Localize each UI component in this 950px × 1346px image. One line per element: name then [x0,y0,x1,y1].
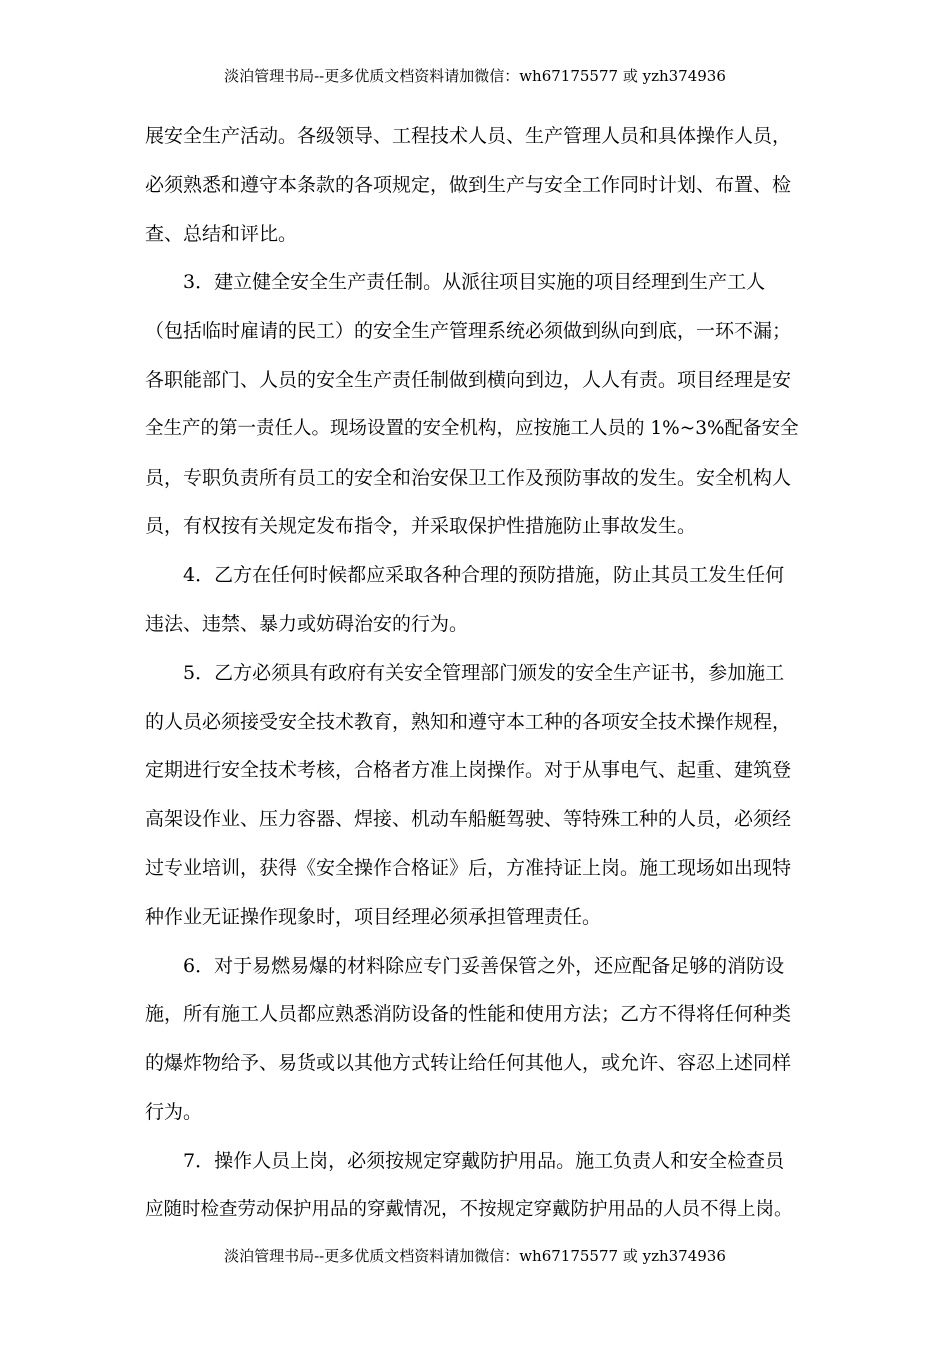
text-line: （包括临时雇请的民工）的安全生产管理系统必须做到纵向到底，一环不漏； [145,320,792,343]
text-line: 全生产的第一责任人。现场设置的安全机构，应按施工人员的 1%~3%配备安全 [145,417,799,439]
text-line: 施，所有施工人员都应熟悉消防设备的性能和使用方法；乙方不得将任何种类 [145,1003,792,1026]
text-line: 员，专职负责所有员工的安全和治安保卫工作及预防事故的发生。安全机构人 [145,466,792,489]
text-line: 的人员必须接受安全技术教育，熟知和遵守本工种的各项安全技术操作规程， [145,710,792,733]
text-line: 定期进行安全技术考核，合格者方准上岗操作。对于从事电气、起重、建筑登 [145,759,792,782]
page-header: 淡泊管理书局--更多优质文档资料请加微信：wh67175577 或 yzh374936 [224,67,726,85]
text-line: 高架设作业、压力容器、焊接、机动车船艇驾驶、等特殊工种的人员，必须经 [145,808,792,831]
text-line: 各职能部门、人员的安全生产责任制做到横向到边，人人有责。项目经理是安 [145,368,792,391]
paragraph-3-first-line: 3．建立健全安全生产责任制。从派往项目实施的项目经理到生产工人 [183,271,766,294]
text-line: 展安全生产活动。各级领导、工程技术人员、生产管理人员和具体操作人员， [145,125,792,147]
paragraph-5-first-line: 5．乙方必须具有政府有关安全管理部门颁发的安全生产证书，参加施工 [183,661,785,684]
paragraph-6-first-line: 6．对于易燃易爆的材料除应专门妥善保管之外，还应配备足够的消防设 [183,954,785,977]
text-line: 行为。 [145,1100,203,1123]
document-body [145,112,805,1234]
text-line: 违法、违禁、暴力或妨碍治安的行为。 [145,612,469,635]
text-line: 员，有权按有关规定发布指令，并采取保护性措施防止事故发生。 [145,515,697,538]
text-line: 种作业无证操作现象时，项目经理必须承担管理责任。 [145,905,602,928]
text-line: 的爆炸物给予、易货或以其他方式转让给任何其他人，或允许、容忍上述同样 [145,1052,792,1075]
text-line: 应随时检查劳动保护用品的穿戴情况，不按规定穿戴防护用品的人员不得上岗。 [145,1198,793,1220]
page-footer: 淡泊管理书局--更多优质文档资料请加微信：wh67175577 或 yzh374936 [224,1247,726,1265]
text-line: 查、总结和评比。 [145,222,298,245]
text-line: 必须熟悉和遵守本条款的各项规定，做到生产与安全工作同时计划、布置、检 [145,173,792,196]
paragraph-4-first-line: 4．乙方在任何时候都应采取各种合理的预防措施，防止其员工发生任何 [183,564,785,587]
text-line: 过专业培训，获得《安全操作合格证》后，方准持证上岗。施工现场如出现特 [145,856,792,879]
paragraph-7-first-line: 7．操作人员上岗，必须按规定穿戴防护用品。施工负责人和安全检查员 [183,1149,785,1172]
